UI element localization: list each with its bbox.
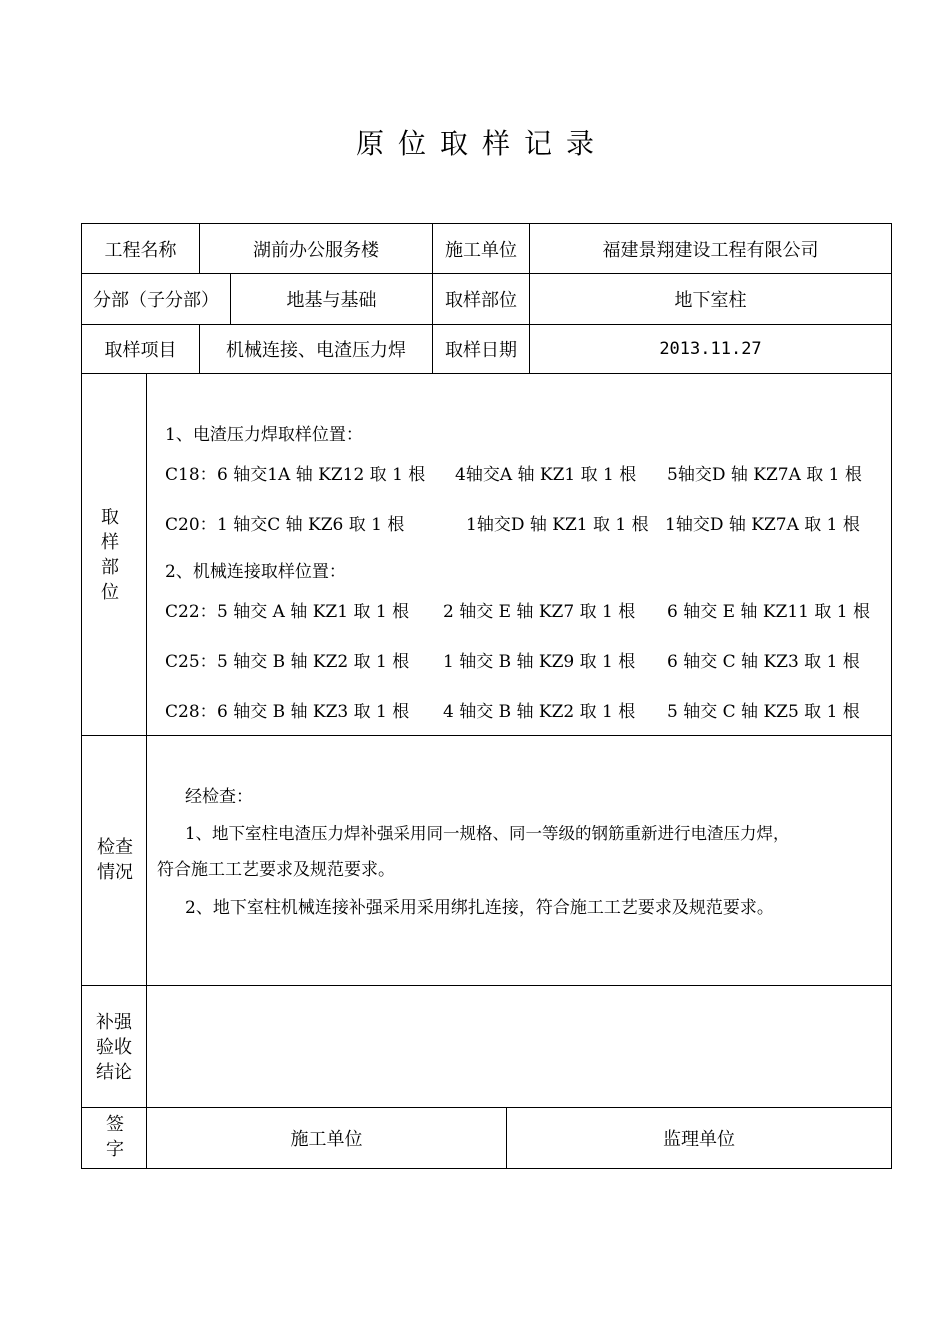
s2-row-1-item-2: 6 轴交 C 轴 KZ3 取 1 根 <box>667 652 860 672</box>
s2-row-2-item-2: 5 轴交 C 轴 KZ5 取 1 根 <box>667 702 860 722</box>
signature-builder: 施工单位 <box>290 1129 363 1150</box>
s1-row-0-item-0: 6 轴交1A 轴 KZ12 取 1 根 <box>217 465 426 485</box>
s2-row-1-grade: C25： <box>165 652 217 672</box>
s2-row-0-grade: C22： <box>165 602 217 622</box>
sample-date-label: 取样日期 <box>445 340 517 361</box>
inspection-p2: 2、地下室柱机械连接补强采用采用绑扎连接，符合施工工艺要求及规范要求。 <box>185 898 774 918</box>
section2-title: 2、机械连接取样位置： <box>165 562 346 582</box>
sample-item-label: 取样项目 <box>104 340 177 361</box>
s2-row-2-item-0: 6 轴交 B 轴 KZ3 取 1 根 <box>217 702 410 722</box>
division-label: 分部（子分部） <box>93 290 219 311</box>
sample-item-value: 机械连接、电渣压力焊 <box>226 340 406 361</box>
s1-row-1-item-1: 1轴交D 轴 KZ1 取 1 根 <box>466 515 649 535</box>
s1-row-0-item-2: 5轴交D 轴 KZ7A 取 1 根 <box>667 465 862 485</box>
s2-row-0-item-2: 6 轴交 E 轴 KZ11 取 1 根 <box>667 602 871 622</box>
inspection-label: 检查情况 <box>97 837 133 883</box>
project-name-value: 湖前办公服务楼 <box>253 239 379 261</box>
builder-value: 福建景翔建设工程有限公司 <box>602 239 819 261</box>
sample-part-value: 地下室柱 <box>674 290 747 311</box>
sample-part-label: 取样部位 <box>445 290 517 311</box>
sampling-label: 取样部位 <box>101 507 119 603</box>
inspection-p1-line2: 符合施工工艺要求及规范要求。 <box>157 860 395 880</box>
conclusion-label: 补强验收结论 <box>96 1012 132 1083</box>
s2-row-0-item-0: 5 轴交 A 轴 KZ1 取 1 根 <box>217 602 410 622</box>
s2-row-2-grade: C28： <box>165 702 217 722</box>
s1-row-1-item-0: 1 轴交C 轴 KZ6 取 1 根 <box>217 515 405 535</box>
s2-row-1-item-0: 5 轴交 B 轴 KZ2 取 1 根 <box>217 652 410 672</box>
s1-row-0-grade: C18： <box>165 465 217 485</box>
section1-title: 1、电渣压力焊取样位置： <box>165 425 363 445</box>
signature-supervisor: 监理单位 <box>663 1129 735 1150</box>
s2-row-1-item-1: 1 轴交 B 轴 KZ9 取 1 根 <box>443 652 636 672</box>
s2-row-0-item-1: 2 轴交 E 轴 KZ7 取 1 根 <box>443 602 636 622</box>
builder-label: 施工单位 <box>445 239 517 261</box>
division-value: 地基与基础 <box>286 290 377 311</box>
inspection-intro: 经检查： <box>185 787 253 807</box>
s1-row-1-grade: C20： <box>165 515 217 535</box>
s2-row-2-item-1: 4 轴交 B 轴 KZ2 取 1 根 <box>443 702 636 722</box>
inspection-p1-line1: 1、地下室柱电渣压力焊补强采用同一规格、同一等级的钢筋重新进行电渣压力焊， <box>185 824 790 843</box>
signature-label: 签字 <box>106 1114 124 1160</box>
page-title: 原位取样记录 <box>355 127 608 160</box>
s1-row-1-item-2: 1轴交D 轴 KZ7A 取 1 根 <box>665 515 860 535</box>
sample-date-value: 2013.11.27 <box>659 339 762 359</box>
s1-row-0-item-1: 4轴交A 轴 KZ1 取 1 根 <box>455 465 637 485</box>
project-name-label: 工程名称 <box>104 239 177 261</box>
